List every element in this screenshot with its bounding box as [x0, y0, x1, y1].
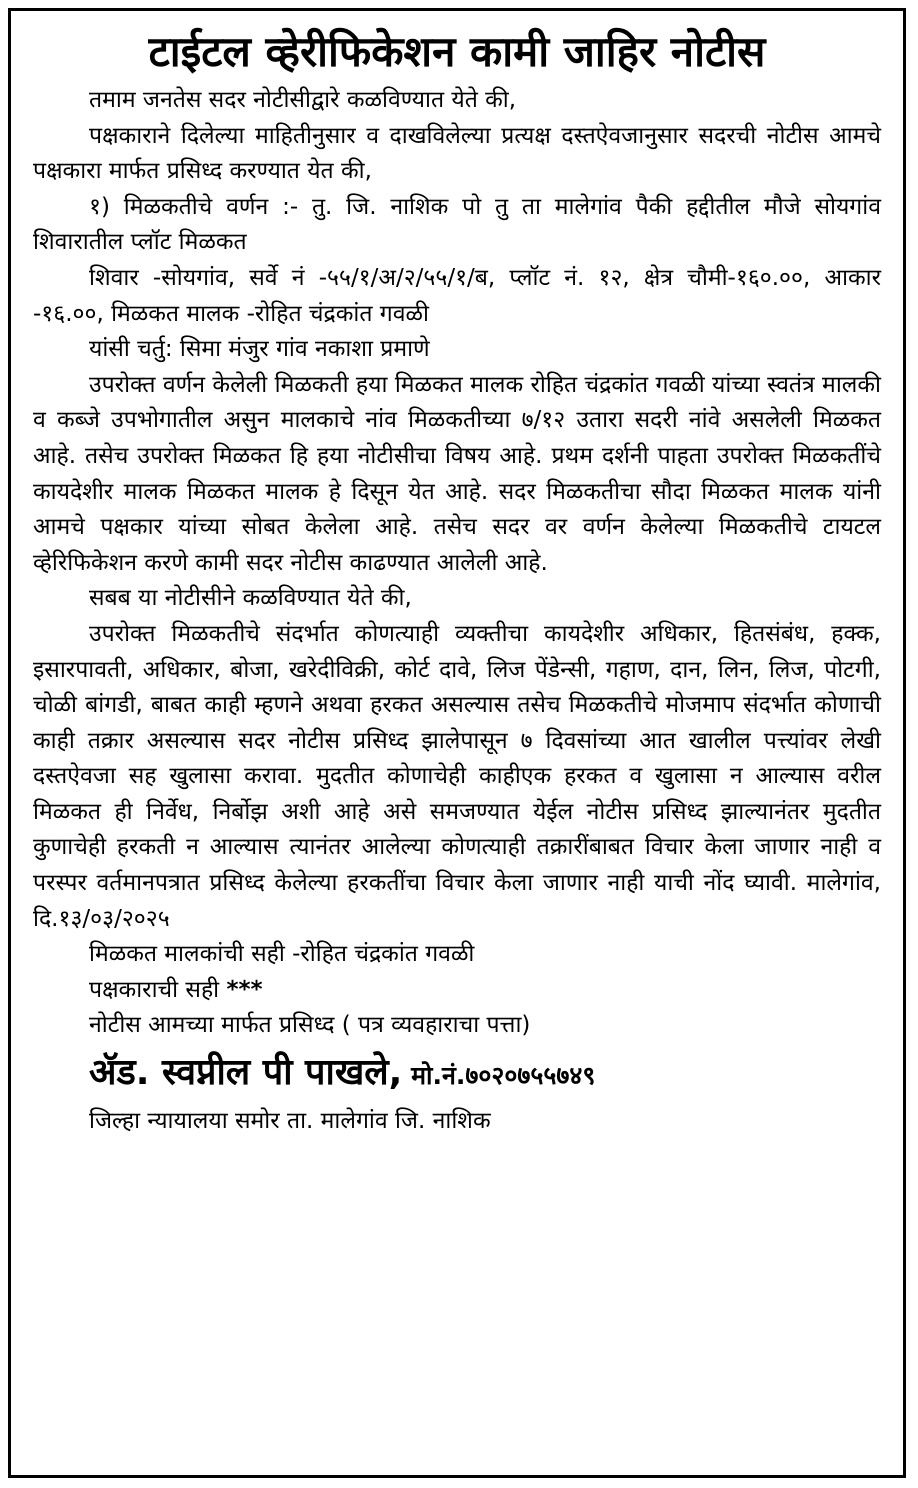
advocate-line	[33, 1048, 881, 1104]
advocate-address: जिल्हा न्यायालया समोर ता. मालेगांव जि. नाशिक	[89, 1108, 491, 1135]
client-signature-line	[33, 973, 881, 1009]
legal-notice	[8, 8, 906, 1478]
client-signature: पक्षकाराची सही	[89, 976, 220, 1003]
property-boundaries: यांसी चर्तु: सिमा मंजुर गांव नकाशा प्रमाणे	[89, 336, 430, 363]
notice-paragraph-objections-intro: सबब या नोटीसीने कळविण्यात येते की,	[89, 585, 412, 612]
client-signature-mark: ***	[226, 976, 263, 1003]
notice-title: टाईटल व्हेरीफिकेशन कामी जाहिर नोटीस	[148, 27, 766, 76]
advocate-name: ॲड. स्वप्नील पी पाखले,	[89, 1052, 403, 1094]
property-details: शिवार -सोयगांव, सर्वे नं -५५/१/अ/२/५५/१/ब, प्लॉट नं. १२, क्षेत्र चौमी-१६०.००, आकार -१६.००, मिळकत मालक -रोहित चंद्रकांत गवळी	[33, 264, 881, 327]
owner-signature: मिळकत मालकांची सही -रोहित चंद्रकांत गवळी	[89, 941, 475, 968]
advocate-mobile: मो.नं.७०२०७५५७४९	[402, 1061, 596, 1091]
property-description: १) मिळकतीचे वर्णन :- तु. जि. नाशिक पो तु ता मालेगांव पैकी हद्दीतील मौजे सोयगांव शिवारातील प्लॉट मिळकत	[33, 193, 881, 256]
notice-intro: तमाम जनतेस सदर नोटीसीद्वारे कळविण्यात येते की,	[89, 87, 517, 113]
notice-paragraph-client: पक्षकाराने दिलेल्या माहितीनुसार व दाखविलेल्या प्रत्यक्ष दस्तऐवजानुसार सदरची नोटीस आमचे पक्षकारा मार्फत प्रसिध्द करण्यात येत की,	[33, 122, 881, 185]
published-via: नोटीस आमच्या मार्फत प्रसिध्द ( पत्र व्यवहाराचा पत्ता)	[89, 1012, 531, 1039]
notice-paragraph-objections: उपरोक्त मिळकतीचे संदर्भात कोणत्याही व्यक्तीचा कायदेशीर अधिकार, हितसंबंध, हक्क, इसारपावती, अधिकार, बोजा, खरेदीविक्री, कोर्ट दावे, लिज पेंडेन्सी, गहाण, दान, लिन, लिज, पोटगी, चोळी बांगडी, बाबत काही म्हणने अथवा हरकत असल्यास तसेच मिळकतीचे मोजमाप संदर्भात कोणाची काही तक्रार असल्यास सदर नोटीस प्रसिध्द झालेपासून ७ दिवसांच्या आत खालील पत्त्यांवर लेखी दस्तऐवजा सह खुलासा करावा. मुदतीत कोणाचेही काहीएक हरकत व खुलासा न आल्यास वरील मिळकत ही निर्वेध, निर्बोझ अशी आहे असे समजण्यात येईल नोटीस प्रसिध्द झाल्यानंतर मुदतीत कुणाचेही हरकती न आल्यास त्यानंतर आलेल्या कोणत्याही तक्रारींबाबत विचार केला जाणार नाही व परस्पर वर्तमानपत्रात प्रसिध्द केलेल्या हरकतींचा विचार केला जाणार नाही याची नोंद घ्यावी. मालेगांव, दि.१३/०३/२०२५	[33, 620, 881, 932]
notice-paragraph-ownership: उपरोक्त वर्णन केलेली मिळकती हया मिळकत मालक रोहित चंद्रकांत गवळी यांच्या स्वतंत्र मालकी व कब्जे उपभोगातील असुन मालकाचे नांव मिळकतीच्या ७/१२ उतारा सदरी नांवे असलेली मिळकत आहे. तसेच उपरोक्त मिळकत हि हया नोटीसीचा विषय आहे. प्रथम दर्शनी पाहता उपरोक्त मिळकतींचे कायदेशीर मालक मिळकत मालक हे दिसून येत आहे. सदर मिळकतीचा सौदा मिळकत मालक यांनी आमचे पक्षकार यांच्या सोबत केलेला आहे. तसेच सदर वर वर्णन केलेल्या मिळकतीचे टायटल व्हेरिफिकेशन करणे कामी सदर नोटीस काढण्यात आलेली आहे.	[33, 371, 881, 576]
